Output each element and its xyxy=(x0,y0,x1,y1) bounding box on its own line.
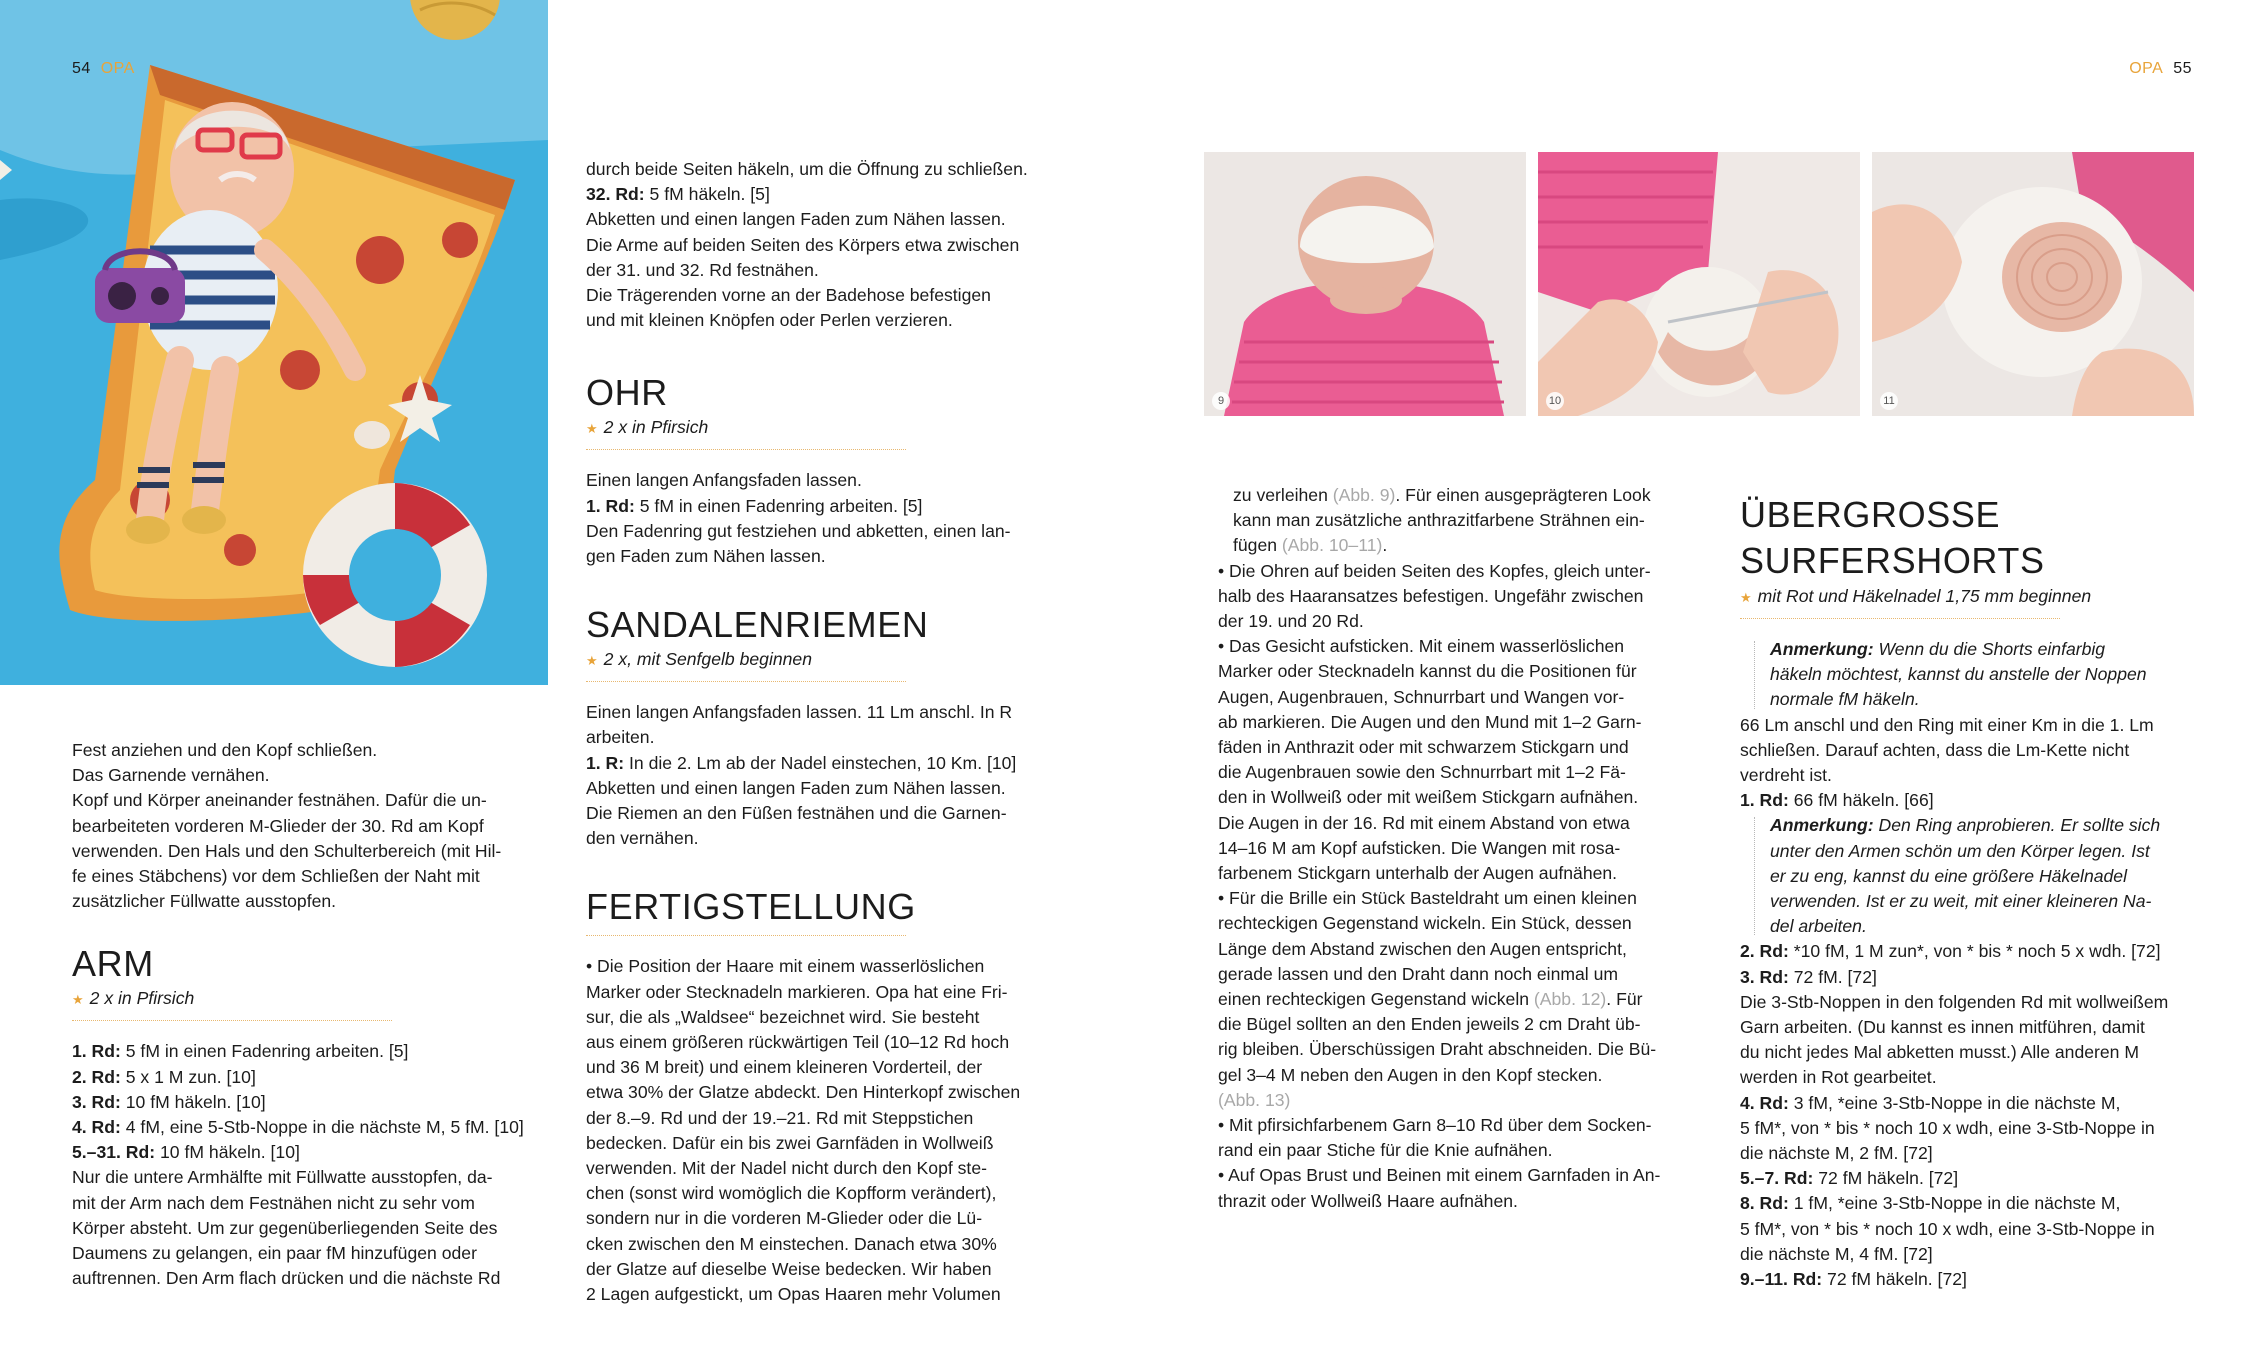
row-label: 3. Rd: xyxy=(72,1091,121,1112)
text-line: chen (sonst wird womöglich die Kopfform verändert), xyxy=(586,1183,997,1204)
section-title-arm: ARM xyxy=(72,943,154,985)
row-label: 9.–11. Rd: xyxy=(1740,1269,1823,1290)
pattern-row xyxy=(72,1065,552,1090)
photo-illustration xyxy=(0,0,548,685)
text-segment: einen rechteckigen Gegenstand wickeln xyxy=(1218,989,1530,1010)
text-line: • Mit pfirsichfarbenem Garn 8–10 Rd über dem Socken- xyxy=(1218,1115,1652,1136)
text-line: Garn arbeiten. (Du kannst es innen mitführen, damit xyxy=(1740,1017,2145,1038)
section-title-sandalenriemen: SANDALENRIEMEN xyxy=(586,604,929,646)
text-line: Die Arme auf beiden Seiten des Körpers etwa zwischen xyxy=(586,234,1020,255)
text-line xyxy=(1218,987,1698,1012)
text-line: die nächste M, 2 fM. [72] xyxy=(1740,1143,1933,1164)
text-line: auftrennen. Den Arm flach drücken und die nächste Rd xyxy=(72,1268,501,1289)
row-text: 5 fM in einen Fadenring arbeiten. [5] xyxy=(634,495,923,516)
text-line: cken zwischen den M einstechen. Danach etwa 30% xyxy=(586,1233,997,1254)
middle-right-column xyxy=(1218,483,1698,1214)
page-number: 55 xyxy=(2173,60,2192,77)
text-line: bearbeiteten vorderen M-Glieder der 30. Rd am Kopf xyxy=(72,815,484,836)
text-line: • Die Ohren auf beiden Seiten des Kopfes, gleich unter- xyxy=(1218,560,1651,581)
text-line: Marker oder Stecknadeln kannst du die Positionen für xyxy=(1218,661,1637,682)
section-title-fertigstellung: FERTIGSTELLUNG xyxy=(586,886,916,928)
text-line: der 8.–9. Rd und der 19.–21. Rd mit Steppstichen xyxy=(586,1107,974,1128)
text-line: Den Fadenring gut festziehen und abketten, einen lan- xyxy=(586,520,1011,541)
dotted-divider xyxy=(586,681,906,682)
title-line: ÜBERGROSSE xyxy=(1740,494,2001,535)
text-line: verdreht ist. xyxy=(1740,765,1832,786)
text-segment: . Für xyxy=(1606,989,1643,1010)
text-line: 5 fM*, von * bis * noch 10 x wdh, eine 3-Stb-Noppe in xyxy=(1740,1117,2155,1138)
text-line: arbeiten. xyxy=(586,727,655,748)
text-line: gerade lassen und den Draht dann noch einmal um xyxy=(1218,963,1619,984)
text-segment: fügen xyxy=(1233,535,1278,556)
dotted-divider xyxy=(586,449,906,450)
photo-number: 11 xyxy=(1880,392,1898,410)
opa-amigurumi-photo xyxy=(0,0,548,685)
row-label: 5.–31. Rd: xyxy=(72,1142,156,1163)
bullet-item xyxy=(1218,1163,1698,1213)
pattern-row xyxy=(72,1039,552,1064)
title-line: SURFERSHORTS xyxy=(1740,540,2045,581)
text-line: rechteckigen Gegenstand wickeln. Ein Stück, dessen xyxy=(1218,913,1632,934)
row-text: 72 fM. [72] xyxy=(1788,966,1877,987)
text-line: bedecken. Dafür ein bis zwei Garnfäden in Wollweiß xyxy=(586,1132,994,1153)
text-segment: . Für einen ausgeprägteren Look xyxy=(1395,485,1651,505)
row-label: 3. Rd: xyxy=(1740,966,1789,987)
page-number: 54 xyxy=(72,60,91,77)
text-line: normale fM häkeln. xyxy=(1770,689,1920,710)
text-line: verwenden. Mit der Nadel nicht durch den Kopf ste- xyxy=(586,1158,987,1179)
row-text: *10 fM, 1 M zun*, von * bis * noch 5 x wdh. [72] xyxy=(1788,941,2161,962)
dotted-divider xyxy=(72,1020,392,1021)
text-line: der 19. und 20 Rd. xyxy=(1218,611,1364,632)
pattern-row xyxy=(1740,965,2210,990)
text-line: den in Wollweiß oder mit weißem Stickgarn aufnähen. xyxy=(1218,787,1639,808)
text-segment: zu verleihen xyxy=(1233,485,1328,505)
row-label: 1. Rd: xyxy=(1740,790,1789,811)
row-text: 5 fM in einen Fadenring arbeiten. [5] xyxy=(120,1041,409,1062)
text-line: sondern nur in die vorderen M-Glieder oder die Lü- xyxy=(586,1208,983,1229)
text-line: Körper absteht. Um zur gegenüberliegenden Seite des xyxy=(72,1217,498,1238)
row-label: 4. Rd: xyxy=(72,1117,121,1138)
pattern-row xyxy=(1740,1267,2210,1292)
left-column xyxy=(72,738,552,1291)
text-line: rand ein paar Stiche für die Knie aufnähen. xyxy=(1218,1140,1553,1161)
text-line: zusätzlicher Füllwatte ausstopfen. xyxy=(72,891,337,912)
right-column xyxy=(1740,492,2210,1292)
pattern-row xyxy=(586,494,1066,519)
row-text: 72 fM häkeln. [72] xyxy=(1822,1269,1967,1290)
text-line xyxy=(1770,813,2210,838)
text-line: Kopf und Körper aneinander festnähen. Dafür die un- xyxy=(72,790,487,811)
row-label: 1. R: xyxy=(586,752,625,773)
dotted-divider xyxy=(1740,618,2060,619)
text-line: sur, die als „Waldsee“ bezeichnet wird. Sie besteht xyxy=(586,1006,980,1027)
text-line: Einen langen Anfangsfaden lassen. xyxy=(586,470,862,491)
row-label: 1. Rd: xyxy=(586,495,635,516)
pattern-row xyxy=(72,1115,552,1140)
step-photo-10-image xyxy=(1538,152,1860,416)
row-label: 32. Rd: xyxy=(586,184,645,205)
text-line: • Die Position der Haare mit einem wasserlöslichen xyxy=(586,956,985,977)
text-line: fäden in Anthrazit oder mit schwarzem Stickgarn und xyxy=(1218,737,1629,758)
figure-reference: (Abb. 12) xyxy=(1533,989,1607,1010)
text-line: der 31. und 32. Rd festnähen. xyxy=(586,259,819,280)
text-line: Die Riemen an den Füßen festnähen und die Garnen- xyxy=(586,803,1007,824)
bullet-item xyxy=(1218,634,1698,886)
star-icon: ★ xyxy=(1740,590,1752,605)
pattern-row xyxy=(72,1090,552,1115)
text-line: fe eines Stäbchens) vor dem Schließen der Naht mit xyxy=(72,866,480,887)
text-line: häkeln möchtest, kannst du anstelle der Noppen xyxy=(1770,664,2147,685)
subtitle-text: mit Rot und Häkelnadel 1,75 mm beginnen xyxy=(1757,586,2092,606)
star-icon: ★ xyxy=(72,992,84,1008)
text-line: • Für die Brille ein Stück Basteldraht um einen kleinen xyxy=(1218,888,1637,909)
star-icon: ★ xyxy=(586,653,598,669)
text-segment: Den Ring anprobieren. Er sollte sich xyxy=(1873,815,2161,836)
text-line: du nicht jedes Mal abketten musst.) Alle anderen M xyxy=(1740,1042,2140,1063)
row-text: 4 fM, eine 5-Stb-Noppe in die nächste M, 5 fM. [10] xyxy=(120,1117,524,1138)
text-line: Daumens zu gelangen, ein paar fM hinzufügen oder xyxy=(72,1243,477,1264)
row-text: 72 fM häkeln. [72] xyxy=(1813,1168,1959,1189)
step-photo-9-image xyxy=(1204,152,1526,416)
figure-reference: (Abb. 9) xyxy=(1332,485,1396,505)
row-label: 5.–7. Rd: xyxy=(1740,1168,1814,1189)
text-line: unter den Armen schön um den Körper legen. Ist xyxy=(1770,840,2150,861)
figure-reference: (Abb. 13) xyxy=(1218,1089,1291,1110)
text-line: del arbeiten. xyxy=(1770,916,1867,937)
photo-number: 9 xyxy=(1212,392,1230,410)
text-line: Marker oder Stecknadeln markieren. Opa hat eine Fri- xyxy=(586,981,1008,1002)
text-line: er zu eng, kannst du eine größere Häkelnadel xyxy=(1770,865,2127,886)
text-line: farbenem Stickgarn unterhalb der Augen aufnähen. xyxy=(1218,863,1618,884)
left-page-number xyxy=(72,60,135,78)
text-line: verwenden. Ist er zu weit, mit einer kleineren Na- xyxy=(1770,891,2152,912)
note-box xyxy=(1740,637,2210,713)
pattern-row xyxy=(586,182,1066,207)
text-line: und mit kleinen Knöpfen oder Perlen verzieren. xyxy=(586,310,953,331)
photo-number: 10 xyxy=(1546,392,1564,410)
right-page-number xyxy=(2129,60,2192,78)
text-segment: . xyxy=(1382,535,1388,556)
bullet-item xyxy=(1218,886,1698,1113)
text-line: • Auf Opas Brust und Beinen mit einem Garnfaden in An- xyxy=(1218,1165,1661,1186)
text-line: 66 Lm anschl und den Ring mit einer Km in die 1. Lm xyxy=(1740,714,2154,735)
row-text: 1 fM, *eine 3-Stb-Noppe in die nächste M, xyxy=(1788,1193,2121,1214)
text-line: durch beide Seiten häkeln, um die Öffnung zu schließen. xyxy=(586,159,1028,179)
section-title-ohr: OHR xyxy=(586,372,668,414)
row-label: 4. Rd: xyxy=(1740,1092,1789,1113)
row-label: 8. Rd: xyxy=(1740,1193,1789,1214)
text-line: gel 3–4 M neben den Augen in den Kopf stecken. xyxy=(1218,1064,1603,1085)
text-line xyxy=(1218,533,1698,558)
pattern-row xyxy=(1740,1191,2210,1216)
figure-reference: (Abb. 10–11) xyxy=(1281,535,1383,556)
text-line: die Augenbrauen sowie den Schnurrbart mit 1–2 Fä- xyxy=(1218,762,1626,783)
text-line: Die Trägerenden vorne an der Badehose befestigen xyxy=(586,285,991,306)
text-line: kann man zusätzliche anthrazitfarbene Strähnen ein- xyxy=(1233,510,1645,531)
subtitle-text: 2 x in Pfirsich xyxy=(89,988,195,1009)
text-line xyxy=(1770,637,2210,662)
pattern-row xyxy=(1740,1166,2210,1191)
text-line: 5 fM*, von * bis * noch 10 x wdh, eine 3-Stb-Noppe in xyxy=(1740,1218,2155,1239)
section-subtitle xyxy=(586,415,1066,441)
chapter-label: OPA xyxy=(2129,60,2164,77)
text-line: die nächste M, 4 fM. [72] xyxy=(1740,1243,1933,1264)
section-subtitle xyxy=(72,986,552,1012)
bullet-item xyxy=(586,954,1066,1307)
dotted-divider xyxy=(586,935,906,936)
text-line: Länge dem Abstand zwischen den Augen entspricht, xyxy=(1218,938,1627,959)
step-photo-10 xyxy=(1538,152,1860,416)
note-label: Anmerkung: xyxy=(1770,639,1874,659)
text-line: 2 Lagen aufgestickt, um Opas Haaren mehr Volumen xyxy=(586,1284,1001,1305)
row-text: 5 fM häkeln. [5] xyxy=(644,184,770,205)
pattern-row xyxy=(586,751,1066,776)
row-text: 3 fM, *eine 3-Stb-Noppe in die nächste M, xyxy=(1788,1092,2121,1113)
text-line: Abketten und einen langen Faden zum Nähen lassen. xyxy=(586,777,1006,798)
text-line: ab markieren. Die Augen und den Mund mit 1–2 Garn- xyxy=(1218,711,1642,732)
star-icon: ★ xyxy=(586,421,598,437)
subtitle-text: 2 x, mit Senfgelb beginnen xyxy=(603,649,812,670)
pattern-row xyxy=(1740,1091,2210,1116)
text-line: • Das Gesicht aufsticken. Mit einem wasserlöslichen xyxy=(1218,636,1625,657)
row-label: 2. Rd: xyxy=(72,1066,121,1087)
step-photo-9 xyxy=(1204,152,1526,416)
text-line: 14–16 M am Kopf aufsticken. Die Wangen mit rosa- xyxy=(1218,837,1621,858)
row-text: 10 fM häkeln. [10] xyxy=(120,1091,266,1112)
text-line: verwenden. Den Hals und den Schulterbereich (mit Hil- xyxy=(72,840,502,861)
text-segment: Wenn du die Shorts einfarbig xyxy=(1873,639,2106,659)
bullet-item xyxy=(1218,1113,1698,1163)
text-line: und 36 M breit) und einem kleineren Vorderteil, der xyxy=(586,1057,983,1078)
bullet-item xyxy=(1218,559,1698,635)
text-line: Die Augen in der 16. Rd mit einem Abstand von etwa xyxy=(1218,812,1630,833)
note-box xyxy=(1740,813,2210,939)
text-line: halb des Haaransatzes befestigen. Ungefähr zwischen xyxy=(1218,585,1644,606)
row-text: In die 2. Lm ab der Nadel einstechen, 10 Km. [10] xyxy=(624,752,1017,773)
text-line: mit der Arm nach dem Festnähen nicht zu sehr vom xyxy=(72,1192,475,1213)
section-title-surfershorts xyxy=(1740,492,2210,584)
text-line: Abketten und einen langen Faden zum Nähen lassen. xyxy=(586,209,1006,230)
text-line: Einen langen Anfangsfaden lassen. 11 Lm anschl. In R xyxy=(586,702,1013,723)
text-line: die Bügel sollten an den Enden jeweils 2 cm Draht üb- xyxy=(1218,1014,1641,1035)
section-subtitle xyxy=(586,647,1066,673)
step-photo-11-image xyxy=(1872,152,2194,416)
pattern-row xyxy=(1740,788,2210,813)
text-line xyxy=(1218,483,1698,508)
text-line: Nur die untere Armhälfte mit Füllwatte ausstopfen, da- xyxy=(72,1167,493,1188)
chapter-label: OPA xyxy=(100,60,135,77)
text-line: Das Garnende vernähen. xyxy=(72,765,270,786)
text-line: thrazit oder Wollweiß Haare aufnähen. xyxy=(1218,1190,1518,1211)
text-line: Die 3-Stb-Noppen in den folgenden Rd mit wollweißem xyxy=(1740,991,2169,1012)
pattern-row xyxy=(72,1140,552,1165)
text-line: etwa 30% der Glatze abdeckt. Den Hinterkopf zwischen xyxy=(586,1082,1021,1103)
row-label: 2. Rd: xyxy=(1740,941,1789,962)
right-page xyxy=(1122,0,2244,1358)
text-line: werden in Rot gearbeitet. xyxy=(1740,1067,1937,1088)
pattern-row xyxy=(1740,939,2210,964)
step-photo-11 xyxy=(1872,152,2194,416)
subtitle-text: 2 x in Pfirsich xyxy=(603,417,709,438)
text-line: aus einem größeren rückwärtigen Teil (10–12 Rd hoch xyxy=(586,1032,1010,1053)
text-line: Fest anziehen und den Kopf schließen. xyxy=(72,740,378,760)
section-subtitle xyxy=(1740,584,2210,610)
row-text: 10 fM häkeln. [10] xyxy=(155,1142,300,1163)
text-line: schließen. Darauf achten, dass die Lm-Kette nicht xyxy=(1740,739,2130,760)
row-label: 1. Rd: xyxy=(72,1041,121,1062)
text-line: der Glatze auf dieselbe Weise bedecken. Wir haben xyxy=(586,1258,992,1279)
text-line: rig bleiben. Überschüssigen Draht abschneiden. Die Bü- xyxy=(1218,1039,1657,1060)
note-label: Anmerkung: xyxy=(1770,815,1874,836)
row-text: 66 fM häkeln. [66] xyxy=(1788,790,1934,811)
text-line: Augen, Augenbrauen, Schnurrbart und Wangen vor- xyxy=(1218,686,1625,707)
text-line: den vernähen. xyxy=(586,828,699,849)
row-text: 5 x 1 M zun. [10] xyxy=(120,1066,256,1087)
middle-left-column xyxy=(586,157,1066,1307)
text-line: gen Faden zum Nähen lassen. xyxy=(586,546,826,567)
